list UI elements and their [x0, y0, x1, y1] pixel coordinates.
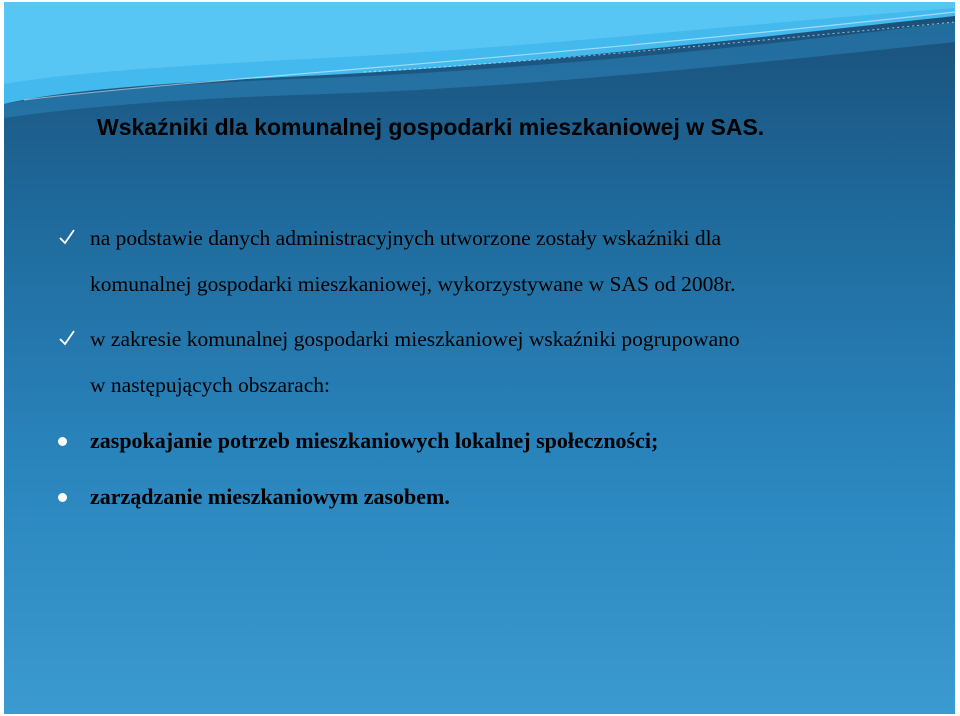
bullet-item-1-text: zaspokajanie potrzeb mieszkaniowych lokalnej społeczności;: [90, 428, 659, 453]
bullet-item-2-text: zarządzanie mieszkaniowym zasobem.: [90, 484, 450, 509]
checkmark-icon: [58, 329, 76, 347]
slide-title: Wskaźniki dla komunalnej gospodarki mieszkaniowej w SAS.: [97, 114, 765, 140]
checkmark-icon: [58, 228, 76, 246]
slide: [4, 2, 955, 714]
check-item-1-line-1: na podstawie danych administracyjnych utworzone zostały wskaźniki dla: [90, 226, 722, 250]
bullet-dot-icon: [58, 493, 67, 502]
check-item-2-line-2: w następujących obszarach:: [90, 373, 330, 397]
check-item-2-line-1: w zakresie komunalnej gospodarki mieszkaniowej wskaźniki pogrupowano: [90, 327, 740, 351]
bullet-dot-icon: [58, 437, 67, 446]
check-item-1-line-2: komunalnej gospodarki mieszkaniowej, wykorzystywane w SAS od 2008r.: [90, 272, 736, 296]
